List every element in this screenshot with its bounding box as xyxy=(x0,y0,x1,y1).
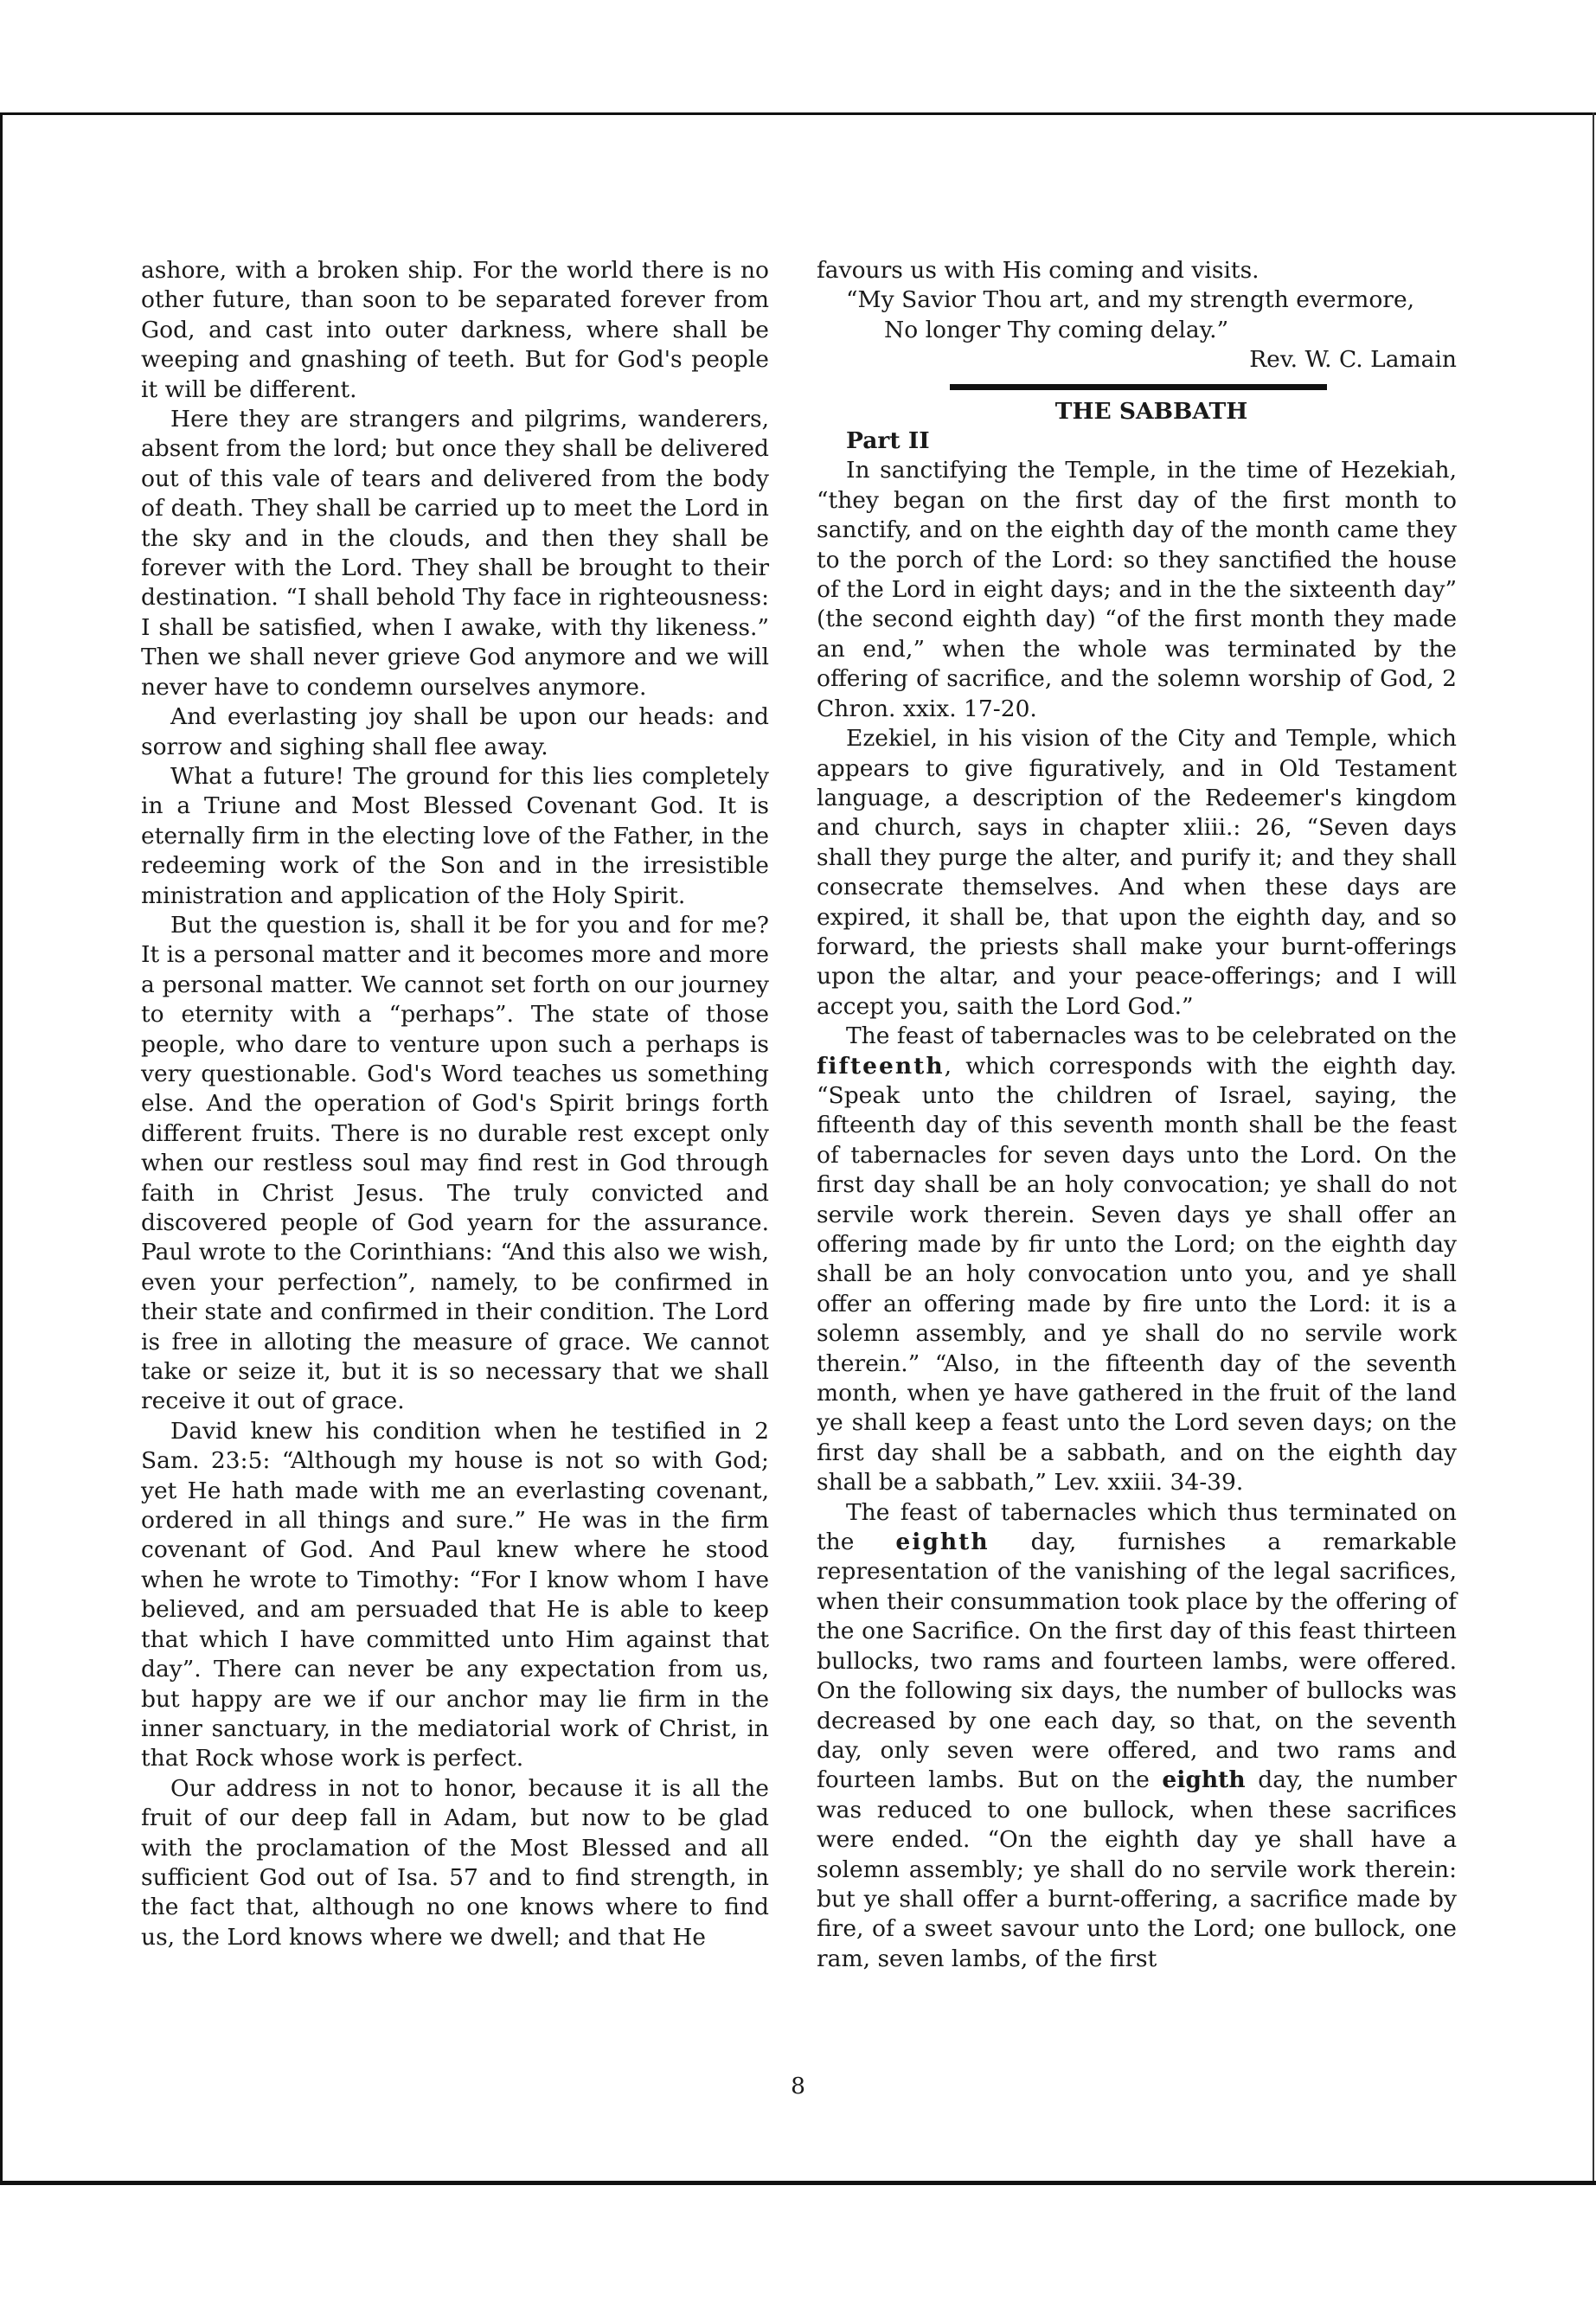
page-frame-right xyxy=(1593,112,1594,2185)
left-paragraph-4: What a future! The ground for this lies completely in a Triune and Most Blessed Covenant God. It is eternally firm in the electing love of the Father, in the redeeming work of the Son and in the irresistible ministration and application of the Holy Spirit. xyxy=(141,762,769,909)
right-paragraph-1: In sanctifying the Temple, in the time of Hezekiah, “they began on the first day of the first month to sanctify, and on the eighth day of the month came they to the porch of the Lord: so they sanctified the house of the Lord in eight days; and in the the sixteenth day” (the second eighth day) “of the first month they made an end,” when the whole was terminated by the offering of sacrifice, and the solemn worship of God, 2 Chron. xxix. 17-20. xyxy=(817,457,1457,722)
right-paragraph-2: Ezekiel, in his vision of the City and Temple, which appears to give figuratively, and in Old Testament language, a description of the Redeemer's kingdom and church, says in chapter xliii.: 26, “Seven days shall they purge the alter, and purify it; and they shall consecrate themselves. And when these days are expired, it shall be, that upon the eighth day, and so forward, the priests shall make your burnt-offerings upon the altar, and your peace-offerings; and I will accept you, saith the Lord God.” xyxy=(817,725,1457,1020)
page-frame-top xyxy=(0,112,1596,115)
text-span: The feast of tabernacles was to be celebrated on the xyxy=(846,1022,1457,1050)
left-paragraph-7: Our address in not to honor, because it is all the fruit of our deep fall in Adam, but now to be glad with the proclamation of the Most Blessed and all sufficient God out of Isa. 57 and to find strength, in the fact that, although no one knows where to find us, the Lord knows where we dwell; and that He xyxy=(141,1774,769,1951)
right-paragraph-3 xyxy=(817,1022,1457,1498)
page-frame-bottom xyxy=(0,2181,1596,2185)
section-title: THE SABBATH xyxy=(1054,397,1248,425)
left-paragraph-6: David knew his condition when he testified in 2 Sam. 23:5: “Although my house is not so with God; yet He hath made with me an everlasting covenant, ordered in all things and sure.” He was in the firm covenant of God. And Paul knew where he stood when he wrote to Timothy: “For I know whom I have believed, and am persuaded that He is able to keep that which I have committed unto Him against that day”. There can never be any expectation from us, but happy are we if our anchor may lie firm in the inner sanctuary, in the mediatorial work of Christ, in that Rock whose work is perfect. xyxy=(141,1417,769,1772)
page-number: 8 xyxy=(791,2073,805,2099)
part-label: Part II xyxy=(846,427,930,455)
text-span: The feast of tabernacles which thus terminated on the xyxy=(817,1498,1457,1556)
author-signature: Rev. W. C. Lamain xyxy=(1249,346,1457,374)
left-column xyxy=(141,256,769,1952)
poem-quote xyxy=(817,285,1457,345)
quote-line: No longer Thy coming delay.” xyxy=(884,316,1229,343)
continuation-line: favours us with His coming and visits. xyxy=(817,257,1259,284)
text-span: day, the number was reduced to one bullock, when these sacrifices were ended. “On the eighth day ye shall have a solemn assembly; ye shall do no servile work therein: but ye shall offer a burnt-offering, a sacrifice made by fire, of a sweet savour unto the Lord; one bullock, one ram, seven lambs, of the first xyxy=(817,1766,1457,1972)
text-span: , which corresponds with the eighth day. “Speak unto the children of Israel, saying, the fifteenth day of this seventh month shall be the feast of tabernacles for seven days unto the Lord. On the first day shall be an holy convocation; ye shall do not servile work therein. Seven days ye shall offer an offering made by fir unto the Lord; on the eighth day shall be an holy convocation unto you, and ye shall offer an offering made by fire unto the Lord: it is a solemn assembly, and ye shall do no servile work therein.” “Also, in the fifteenth day of the seventh month, when ye have gathered in the fruit of the land ye shall keep a feast unto the Lord seven days; on the first day shall be a sabbath, and on the eighth day shall be a sabbath,” Lev. xxiii. 34-39. xyxy=(817,1052,1457,1497)
emphasis-fifteenth: fifteenth xyxy=(817,1052,945,1080)
emphasis-eighth: eighth xyxy=(1162,1766,1246,1794)
right-column xyxy=(817,256,1457,1974)
page-frame-left xyxy=(0,112,3,2185)
quote-line: “My Savior Thou art, and my strength evermore, xyxy=(846,286,1415,314)
left-paragraph-1: ashore, with a broken ship. For the world there is no other future, than soon to be separated forever from God, and cast into outer darkness, where shall be weeping and gnashing of teeth. But for God's people it will be different. xyxy=(141,257,769,403)
right-paragraph-4 xyxy=(817,1498,1457,1975)
section-divider xyxy=(950,384,1327,390)
left-paragraph-3: And everlasting joy shall be upon our heads: and sorrow and sighing shall flee away. xyxy=(141,703,769,760)
left-paragraph-2: Here they are strangers and pilgrims, wanderers, absent from the lord; but once they shall be delivered out of this vale of tears and delivered from the body of death. They shall be carried up to meet the Lord in the sky and in the clouds, and then they shall be forever with the Lord. They shall be brought to their destination. “I shall behold Thy face in righteousness: I shall be satisfied, when I awake, with thy likeness.” Then we shall never grieve God anymore and we will never have to condemn ourselves anymore. xyxy=(141,406,769,701)
emphasis-eighth: eighth xyxy=(895,1529,990,1556)
text-span: day, furnishes a remarkable representation of the vanishing of the legal sacrifices, when their consummation took place by the offering of the one Sacrifice. On the first day of this feast thirteen bullocks, two rams and fourteen lambs, were offered. On the following six days, the number of bullocks was decreased by one each day, so that, on the seventh day, only seven were offered, and two rams and fourteen lambs. But on the xyxy=(817,1529,1457,1794)
left-paragraph-5: But the question is, shall it be for you and for me? It is a personal matter and it becomes more and more a personal matter. We cannot set forth on our journey to eternity with a “perhaps”. The state of those people, who dare to venture upon such a perhaps is very questionable. God's Word teaches us something else. And the operation of God's Spirit brings forth different fruits. There is no durable rest except only when our restless soul may find rest in God through faith in Christ Jesus. The truly convicted and discovered people of God yearn for the assurance. Paul wrote to the Corinthians: “And this also we wish, even your perfection”, namely, to be confirmed in their state and confirmed in their condition. The Lord is free in alloting the measure of grace. We cannot take or seize it, but it is so necessary that we shall receive it out of grace. xyxy=(141,911,769,1415)
